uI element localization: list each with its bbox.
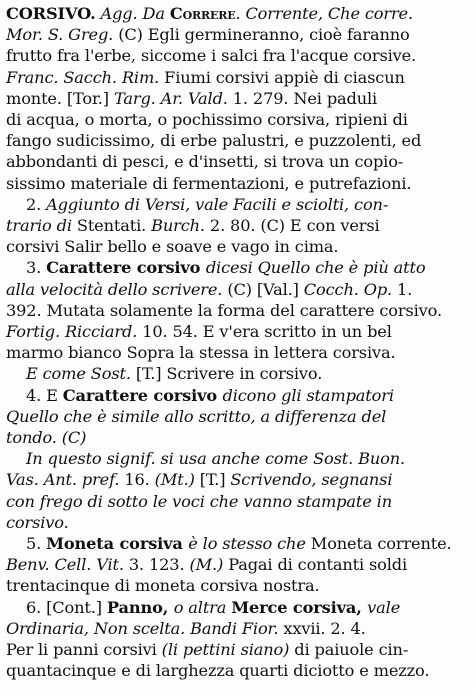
italic-text: corsivo. [6, 512, 69, 532]
italic-text: Benv. Cell. Vit. [6, 555, 129, 575]
text-run: (C) Egli germineranno, cioè faranno [118, 25, 410, 45]
entry-line [6, 256, 468, 279]
italic-text: dicono gli stampatori [222, 385, 394, 405]
italic-text: Cocch. Op. [303, 279, 398, 299]
text-run: Per li panni corsivi [6, 640, 162, 659]
italic-text: Mor. S. Greg. [6, 25, 119, 45]
entry-line [6, 596, 468, 619]
text-run: 4. E [6, 385, 63, 405]
italic-text: o altra [173, 597, 232, 617]
italic-text: Ordinaria, Non scelta. Bandi Fior. [6, 618, 284, 638]
text-run: 6. [Cont.] [6, 597, 107, 617]
entry-line [6, 553, 468, 576]
text-run: 2. [6, 194, 47, 214]
bold-term: Panno, [106, 597, 174, 617]
italic-text: Agg. Da [95, 4, 170, 23]
text-run: di paiuole cin- [294, 640, 409, 659]
italic-text: Targ. Ar. Vald. [113, 88, 233, 108]
entry-line [6, 532, 468, 555]
entry-line [6, 129, 468, 152]
entry-line [6, 341, 468, 364]
entry-line [6, 511, 468, 534]
text-run: 2. 80. (C) E con versi [209, 216, 380, 235]
text-run: frutto fra l'erbe, siccome i salci fra l'acque corsive. [6, 46, 417, 66]
text-run: sissimo materiale di fermentazioni, e putrefazioni. [6, 173, 412, 193]
italic-text: Burch. [151, 216, 210, 235]
text-run: quantacinque e di larghezza quarti diciotto e mezzo. [6, 661, 430, 681]
entry-line [6, 426, 468, 449]
entry-line [6, 108, 468, 131]
text-run [6, 364, 26, 383]
entry-line [6, 384, 468, 407]
text-run: Fiumi corsivi appiè di ciascun [164, 67, 405, 87]
entry-line [6, 617, 468, 640]
italic-text: alla velocità dello scrivere. [6, 279, 228, 299]
text-run: 1. [397, 279, 413, 299]
entry-line [6, 172, 468, 195]
italic-text: E come Sost. [25, 364, 136, 384]
italic-text: (M.) [189, 555, 229, 575]
italic-text: Scrivendo, segnansi [230, 470, 393, 490]
text-run: Moneta corrente. [310, 534, 452, 553]
text-run: 10. 54. E v'era scritto in un bel [142, 322, 392, 341]
headword: CORSIVO. [6, 4, 96, 23]
italic-text: (Mt.) [154, 470, 200, 490]
text-run: 3. 123. [128, 555, 190, 575]
text-run: 5. [6, 534, 47, 553]
entry-line [6, 447, 468, 470]
text-run: 3. [6, 258, 47, 278]
entry-line [6, 574, 468, 597]
entry-line [6, 87, 468, 110]
italic-text: vale [367, 597, 401, 617]
italic-text: con frego di sotto le voci che vanno stampate in [6, 491, 392, 511]
entry-line [6, 214, 468, 237]
entry-line [6, 362, 468, 385]
text-run: Stentati. [76, 216, 152, 235]
italic-text: . Corrente, Che corre. [235, 4, 413, 23]
bold-term: Carattere corsivo [62, 385, 223, 405]
italic-text: Aggiunto di Versi, vale Facili e sciolti, con- [46, 194, 389, 214]
italic-text: Quello che è simile allo scritto, a differenza del [6, 406, 387, 426]
text-run: corsivi Salir bello e soave e vago in cima. [6, 237, 339, 257]
entry-line [6, 638, 468, 661]
italic-text: (li pettini siano) [161, 640, 295, 659]
text-run: marmo bianco Sopra la stessa in lettera corsiva. [6, 343, 396, 363]
italic-text: dicesi Quello che è più atto [205, 258, 426, 278]
entry-line [6, 44, 468, 67]
text-run: trentacinque di moneta corsiva nostra. [6, 576, 320, 596]
entry-line [6, 193, 468, 216]
headword: Correre [169, 4, 236, 23]
bold-term: Moneta corsiva [46, 534, 189, 553]
bold-term: Carattere corsivo [46, 258, 206, 278]
text-run: 392. Mutata solamente la forma del carattere corsivo. [6, 300, 442, 320]
text-run: abbondanti di pesci, e d'insetti, si trova un copio- [6, 152, 404, 172]
entry-line [6, 278, 468, 301]
entry-line [6, 23, 468, 46]
bold-term: Merce corsiva, [231, 597, 368, 617]
text-run: (C) [Val.] [227, 279, 304, 299]
italic-text: Vas. Ant. pref. [6, 470, 125, 490]
italic-text: tondo. (C) [6, 428, 87, 447]
entry-line [6, 490, 468, 513]
italic-text: è lo stesso che [188, 534, 311, 553]
text-run: [T.] Scrivere in corsivo. [135, 364, 323, 384]
text-run: 16. [124, 470, 155, 490]
entry-line [6, 235, 468, 258]
entry-line [6, 2, 468, 25]
text-run: Pagai di contanti soldi [228, 555, 407, 575]
italic-text: Buon. [358, 449, 406, 469]
text-run: xxvii. 2. 4. [283, 618, 366, 638]
entry-line [6, 150, 468, 173]
text-run: monte. [Tor.] [6, 88, 114, 108]
italic-text: Fortig. Ricciard. [6, 322, 143, 341]
text-run: [T.] [199, 470, 231, 490]
entry-line [6, 299, 468, 322]
italic-text: Franc. Sacch. Rim. [6, 67, 165, 87]
entry-line [6, 66, 468, 89]
text-run: fango sudicissimo, di erbe palustri, e puzzolenti, ed [6, 131, 422, 151]
entry-line [6, 659, 468, 682]
italic-text: trario di [6, 216, 77, 235]
entry-line [6, 468, 468, 491]
text-run: 1. 279. Nei paduli [232, 88, 378, 108]
entry-line [6, 405, 468, 428]
text-run: di acqua, o morta, o pochissimo corsiva, ripieni di [6, 110, 408, 129]
italic-text: In questo signif. si usa anche come Sost. [6, 449, 359, 469]
entry-line [6, 320, 468, 343]
